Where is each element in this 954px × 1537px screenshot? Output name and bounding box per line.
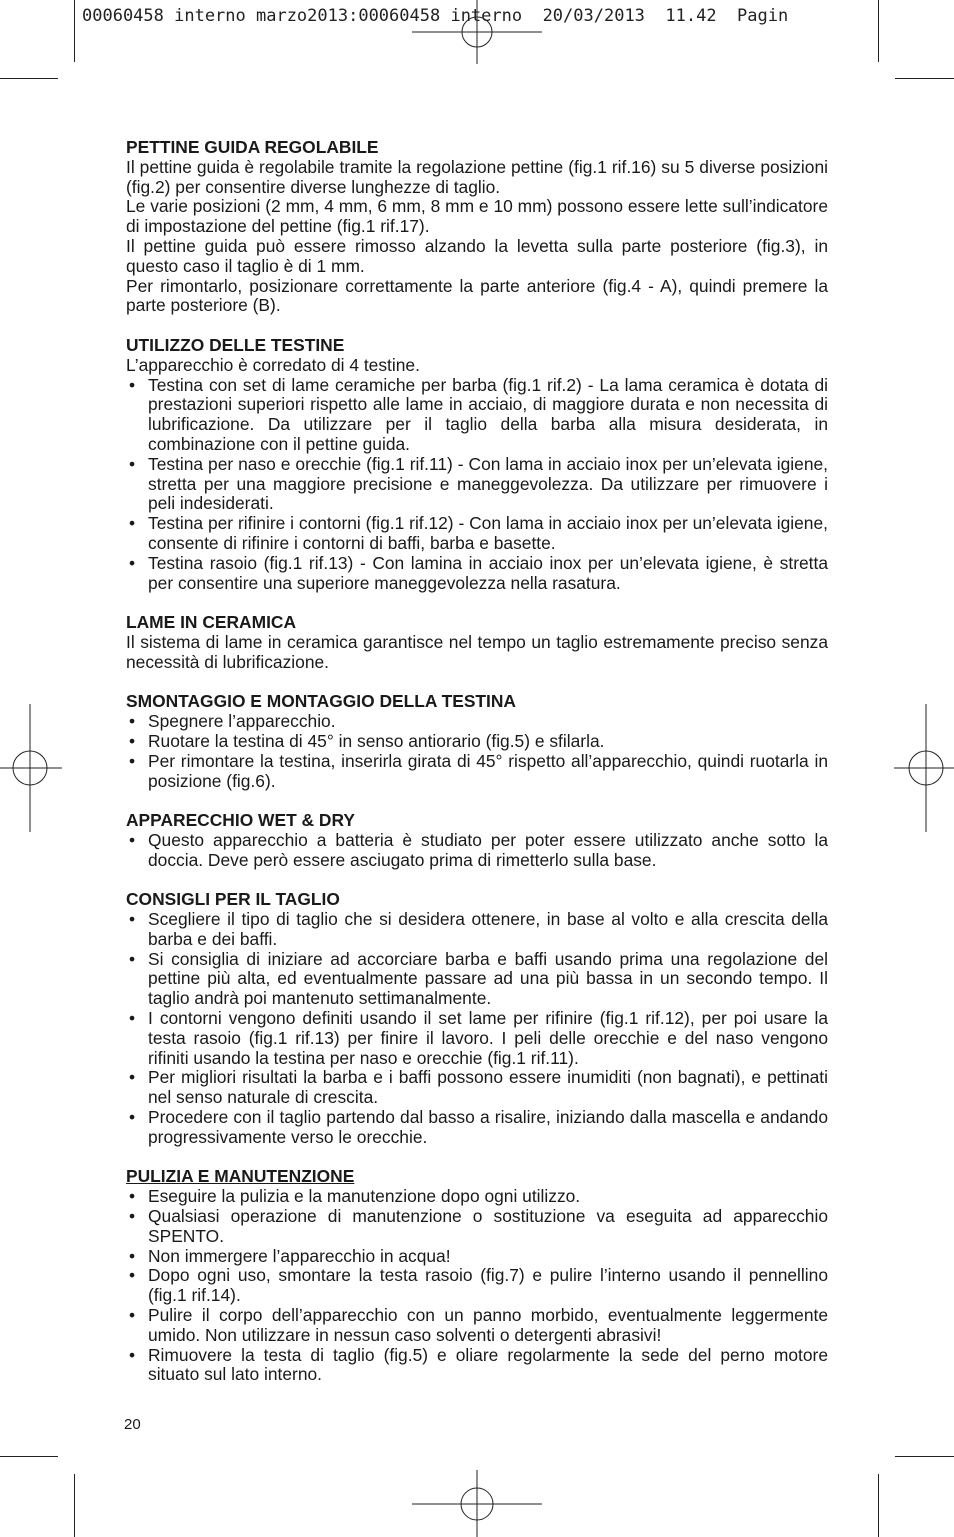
list-item: • Testina per rifinire i contorni (fig.1 rif.12) - Con lama in acciaio inox per un’elevata igiene, consente di rifinire i contorni di baffi, barba e basette.	[126, 514, 828, 554]
registration-mark-top-icon	[412, 0, 542, 64]
list-item: • Si consiglia di iniziare ad accorciare barba e baffi usando prima una regolazione del pettine più alta, ed eventualmente passare ad una più bassa in un secondo tempo. Il taglio andrà poi mantenuto settimanalmente.	[126, 950, 828, 1009]
section-heading: LAME IN CERAMICA	[126, 612, 297, 633]
section-heading: UTILIZZO DELLE TESTINE	[126, 334, 345, 355]
paragraph: Le varie posizioni (2 mm, 4 mm, 6 mm, 8 mm e 10 mm) possono essere lette sull’indicatore di impostazione del pettine (fig.1 rif.17).	[126, 196, 828, 237]
list-item: • Spegnere l’apparecchio.	[126, 712, 828, 732]
section-heading: PULIZIA E MANUTENZIONE	[126, 1166, 355, 1187]
section	[126, 613, 828, 672]
section-heading: PETTINE GUIDA REGOLABILE	[126, 137, 379, 157]
registration-mark-bottom-icon	[412, 1470, 542, 1537]
paragraph: Il pettine guida può essere rimosso alzando la levetta sulla parte posteriore (fig.3), in questo caso il taglio è di 1 mm.	[126, 235, 828, 276]
paragraph: Il pettine guida è regolabile tramite la regolazione pettine (fig.1 rif.16) su 5 diverse posizioni (fig.2) per consentire diverse lunghezze di taglio.	[126, 156, 828, 197]
section	[126, 890, 828, 1147]
list-item: • Testina rasoio (fig.1 rif.13) - Con lamina in acciaio inox per un’elevata igiene, è stretta per consentire una superiore maneggevolezza nella rasatura.	[126, 554, 828, 594]
list-item: • Procedere con il taglio partendo dal basso a risalire, iniziando dalla mascella e andando progressivamente verso le orecchie.	[126, 1108, 828, 1148]
list-item: • Eseguire la pulizia e la manutenzione dopo ogni utilizzo.	[126, 1187, 828, 1207]
list-item: • Testina con set di lame ceramiche per barba (fig.1 rif.2) - La lama ceramica è dotata di prestazioni superiori rispetto alle lame in acciaio, di maggiore durata e non necessita di lubrificazione. Da utilizzare per il taglio della barba alla misura desiderata, in combinazione con il pettine guida.	[126, 376, 828, 455]
crop-mark-bottom-right-v	[878, 1474, 879, 1537]
paragraph: L’apparecchio è corredato di 4 testine.	[126, 354, 420, 375]
crop-mark-bottom-left-h	[0, 1456, 58, 1457]
section	[126, 138, 828, 316]
crop-mark-top-right-v	[878, 0, 879, 62]
list-item: • Per migliori risultati la barba e i baffi possono essere inumiditi (non bagnati), e pettinati nel senso naturale di crescita.	[126, 1068, 828, 1108]
crop-mark-bottom-right-h	[895, 1456, 954, 1457]
section-heading: APPARECCHIO WET & DRY	[126, 810, 355, 831]
list-item: • Non immergere l’apparecchio in acqua!	[126, 1247, 828, 1267]
section	[126, 692, 828, 791]
list-item: • Questo apparecchio a batteria è studiato per poter essere utilizzato anche sotto la doccia. Deve però essere asciugato prima di rimetterlo sulla base.	[126, 831, 828, 871]
list-item: • Ruotare la testina di 45° in senso antiorario (fig.5) e sfilarla.	[126, 732, 828, 752]
crop-mark-bottom-left-v	[74, 1474, 75, 1537]
paragraph: Per rimontarlo, posizionare correttamente la parte anteriore (fig.4 - A), quindi premere la parte posteriore (B).	[126, 275, 828, 316]
crop-mark-top-left-h	[0, 78, 58, 79]
print-slug-line: 00060458 interno marzo2013:00060458 interno 20/03/2013 11.42 Pagin	[82, 6, 789, 26]
list-item: • Scegliere il tipo di taglio che si desidera ottenere, in base al volto e alla crescita della barba e dei baffi.	[126, 910, 828, 950]
list-item: • Dopo ogni uso, smontare la testa rasoio (fig.7) e pulire l’interno usando il pennellino (fig.1 rif.14).	[126, 1266, 828, 1306]
list-item: • Pulire il corpo dell’apparecchio con un panno morbido, eventualmente leggermente umido. Non utilizzare in nessun caso solventi o detergenti abrasivi!	[126, 1306, 828, 1346]
section-heading: SMONTAGGIO E MONTAGGIO DELLA TESTINA	[126, 691, 516, 712]
list-item: • Testina per naso e orecchie (fig.1 rif.11) - Con lama in acciaio inox per un’elevata igiene, stretta per una maggiore precisione e maneggevolezza. Da utilizzare per rimuovere i peli indesiderati.	[126, 455, 828, 514]
section	[126, 811, 828, 870]
page-number: 20	[124, 1416, 141, 1433]
section	[126, 1167, 828, 1385]
bullet-list	[126, 712, 828, 791]
registration-mark-right-icon	[894, 704, 954, 832]
paragraph: Il sistema di lame in ceramica garantisce nel tempo un taglio estremamente preciso senza necessità di lubrificazione.	[126, 631, 828, 672]
list-item: • Per rimontare la testina, inserirla girata di 45° rispetto all’apparecchio, quindi ruotarla in posizione (fig.6).	[126, 752, 828, 792]
list-item: • Qualsiasi operazione di manutenzione o sostituzione va eseguita ad apparecchio SPENTO.	[126, 1207, 828, 1247]
section-heading: CONSIGLI PER IL TAGLIO	[126, 889, 340, 910]
list-item: • I contorni vengono definiti usando il set lame per rifinire (fig.1 rif.12), per poi usare la testa rasoio (fig.1 rif.13) per finire il lavoro. I peli delle orecchie e del naso vengono rifiniti usando la testina per naso e orecchie (fig.1 rif.11).	[126, 1009, 828, 1068]
list-item: • Rimuovere la testa di taglio (fig.5) e oliare regolarmente la sede del perno motore situato sul lato interno.	[126, 1346, 828, 1386]
bullet-list	[126, 910, 828, 1148]
bullet-list	[126, 1187, 828, 1385]
registration-mark-left-icon	[0, 704, 62, 832]
crop-mark-top-right-h	[895, 78, 954, 79]
crop-mark-top-left-v	[74, 0, 75, 62]
section	[126, 336, 828, 593]
manual-body	[126, 138, 828, 1405]
bullet-list	[126, 831, 828, 871]
bullet-list	[126, 376, 828, 594]
